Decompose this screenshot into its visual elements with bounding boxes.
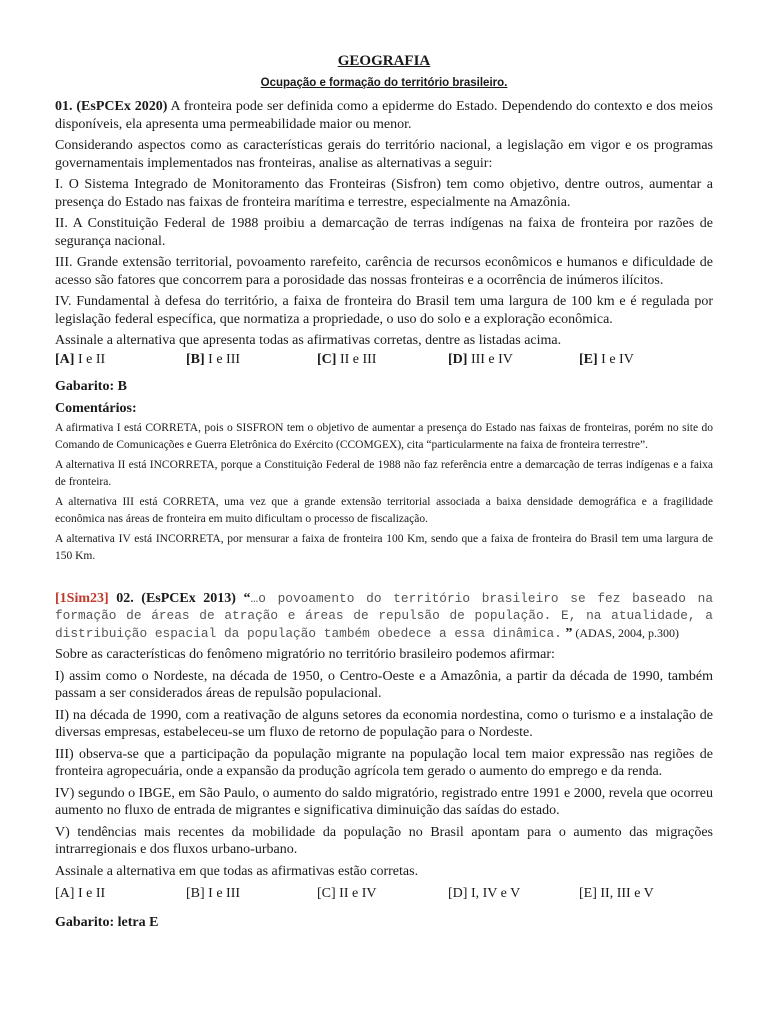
question-1-prompt: Assinale a alternativa que apresenta todas as afirmativas corretas, dentre as listadas acima. [55,333,562,348]
option-b: [B] I e III [186,351,241,367]
question-2-context: Sobre as características do fenômeno migratório no território brasileiro podemos afirmar: [55,647,555,662]
option-c: [C] II e III [317,351,377,367]
comment-2: A alternativa II está INCORRETA, porque a Constituição Federal de 1988 não faz referência entre a demarcação de terras indígenas e a faixa de fronteira. [55,458,713,488]
option-d: [D] I, IV e V [448,886,521,901]
question-2-quote: …o povoamento do território brasileiro se fez baseado na formação de áreas de atração e áreas de repulsão de população. E, na atualidade, a distribuição espacial da população também obedece a essa dinâmica. [55,590,713,641]
option-a: [A] I e II [55,351,106,367]
comments-heading: Comentários: [55,400,137,416]
comment-3: A alternativa III está CORRETA, uma vez que a grande extensão territorial associada a baixa densidade demográfica e a fragilidade econômica nas áreas de fronteira em muito dificultam o processo de fiscalização. [55,495,713,525]
comment-4: A alternativa IV está INCORRETA, por mensurar a faixa de fronteira 100 Km, sendo que a faixa de fronteira do Brasil tem uma largura de 150 Km. [55,532,713,562]
document-subtitle: Ocupação e formação do território brasileiro. [260,77,508,89]
option-e: [E] II, III e V [579,886,654,901]
question-2-options [55,885,713,903]
question-2-citation: (ADAS, 2004, p.300) [572,625,680,640]
question-2-tag: [1Sim23] [55,590,109,606]
question-2-prompt: Assinale a alternativa em que todas as afirmativas estão corretas. [55,863,419,879]
document-title: GEOGRAFIA [337,53,431,69]
comment-1: A afirmativa I está CORRETA, pois o SISFRON tem o objetivo de aumentar a presença do Estado nas faixas de fronteiras, porém no site do Comando de Comunicações e Guerra Eletrônica do Exército (CCOMGEX), cita “particularmente na faixa de fronteira terrestre”. [55,421,713,451]
question-1-answer: Gabarito: B [55,378,127,394]
question-1-item-3: III. Grande extensão territorial, povoamento rarefeito, carência de recursos econômicos e humanos e dificuldade de acesso são fatores que concorrem para a porosidade das nossas fronteiras e a ocorrência de inúmeros ilícitos. [55,255,713,288]
option-e: [E] I e IV [579,351,634,367]
question-2-item-4: IV) segundo o IBGE, em São Paulo, o aumento do saldo migratório, registrado entre 1991 e 2000, revela que ocorreu aumento no fluxo de entrada de migrantes e significativa diminuição das saídas do estado. [55,785,713,818]
option-a: [A] I e II [55,886,106,901]
question-1-context: Considerando aspectos como as características gerais do território nacional, a legislação em vigor e os programas governamentais implementados nas fronteiras, analise as alternativas a seguir: [55,138,713,171]
question-2-item-3: III) observa-se que a participação da população migrante na população local tem maior expressão nas regiões de fronteira agropecuária, onde a expansão da produção agrícola tem gerado o aumento do emprego e da renda. [55,746,713,779]
question-1-item-4: IV. Fundamental à defesa do território, a faixa de fronteira do Brasil tem uma largura de 100 km e é regulada por legislação federal específica, que normatiza a propriedade, o uso do solo e a exploração econômica. [55,294,713,327]
question-2-item-5: V) tendências mais recentes da mobilidade da população no Brasil apontam para o aumento das migrações intrarregionais e dos fluxos urbano-urbano. [55,824,713,857]
question-2-item-2: II) na década de 1990, com a reativação de alguns setores da economia nordestina, como o turismo e a instalação de diversas empresas, estabeleceu-se um fluxo de retorno de população para o Nordeste. [55,707,713,740]
question-1-number: 01. (EsPCEx 2020) [55,99,168,114]
question-1-options [55,351,713,369]
option-c: [C] II e IV [317,886,377,901]
question-2-intro: [1Sim23] 02. (EsPCEx 2013) “…o povoamento do território brasileiro se fez baseado na formação de áreas de atração e áreas de repulsão de população. E, na atualidade, a distribuição espacial da população também obedece a essa dinâmica. ” (ADAS, 2004, p.300) [55,590,713,641]
document-page [55,52,713,932]
question-2-answer: Gabarito: letra E [55,915,159,930]
question-2-number: 02. (EsPCEx 2013) [108,590,244,606]
question-1-item-2: II. A Constituição Federal de 1988 proibiu a demarcação de terras indígenas na faixa de fronteira por razões de segurança nacional. [55,216,713,249]
question-1-intro-text: A fronteira pode ser definida como a epiderme do Estado. Dependendo do contexto e dos meios disponíveis, ela apresenta uma permeabilidade maior ou menor. [55,99,713,132]
question-1-intro [55,98,713,133]
option-d: [D] III e IV [448,351,513,367]
question-1-item-1: I. O Sistema Integrado de Monitoramento das Fronteiras (Sisfron) tem como objetivo, dentre outros, aumentar a presença do Estado nas faixas de fronteira marítima e terrestre, especialmente na Amazônia. [55,177,713,210]
question-2-item-1: I) assim como o Nordeste, na década de 1950, o Centro-Oeste e a Amazônia, a partir da década de 1990, também passam a ser considerados áreas de repulsão populacional. [55,668,713,701]
option-b: [B] I e III [186,886,241,901]
